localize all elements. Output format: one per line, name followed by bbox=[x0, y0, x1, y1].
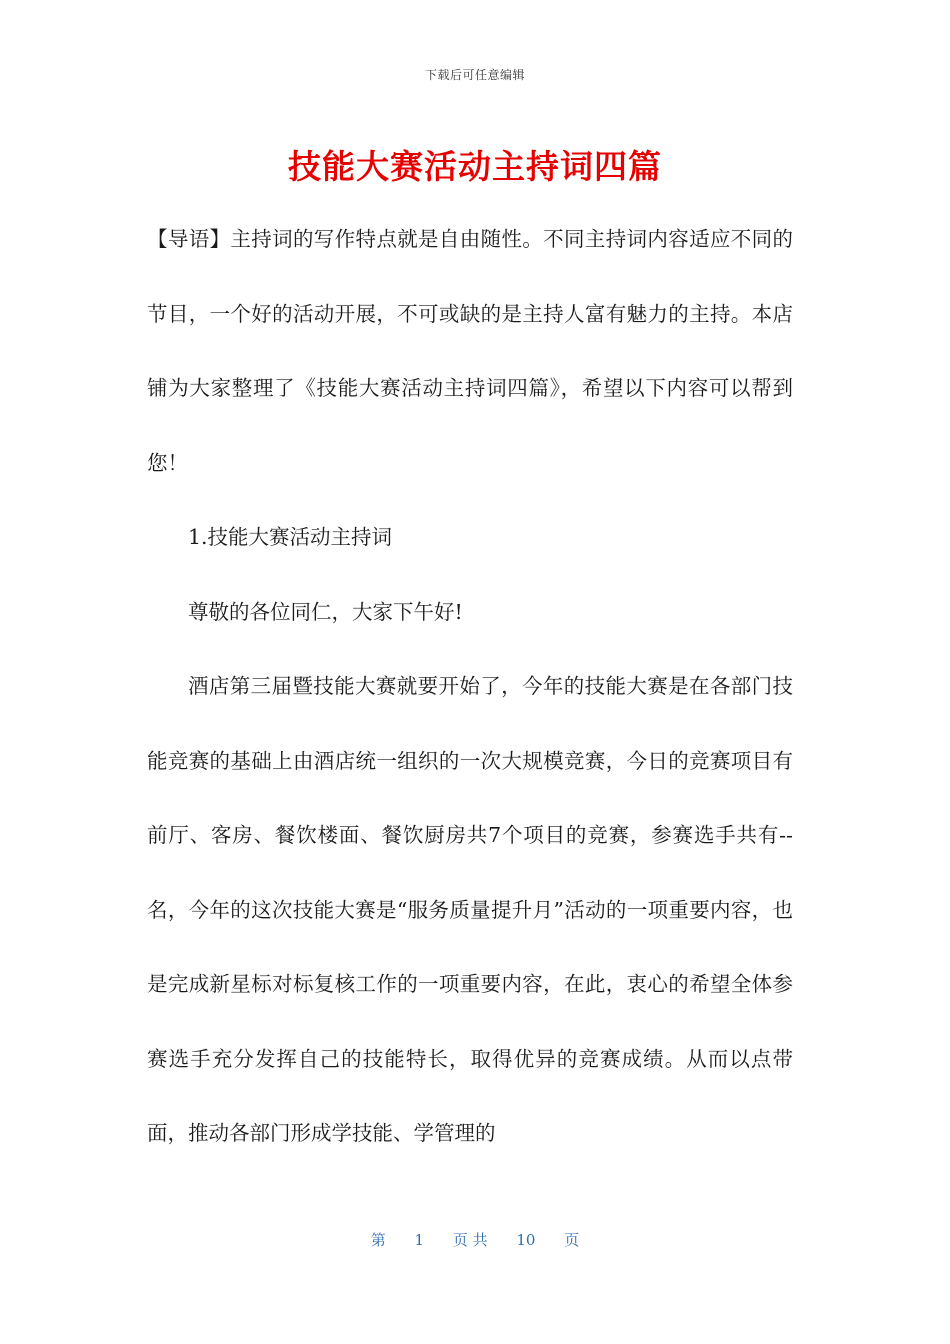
document-body bbox=[147, 202, 793, 1171]
greeting-paragraph: 尊敬的各位同仁，大家下午好! bbox=[188, 599, 463, 624]
page-footer bbox=[0, 1229, 950, 1250]
header-note: 下载后可任意编辑 bbox=[424, 68, 525, 82]
intro-paragraph: 【导语】主持词的写作特点就是自由随性。不同主持词内容适应不同的节目，一个好的活动开展，不可或缺的是主持人富有魅力的主持。本店铺为大家整理了《技能大赛活动主持词四篇》，希望以下内容可以帮到您！ bbox=[147, 227, 793, 475]
body-paragraph: 酒店第三届暨技能大赛就要开始了，今年的技能大赛是在各部门技能竞赛的基础上由酒店统一组织的一次大规模竞赛，今日的竞赛项目有前厅、客房、餐饮楼面、餐饮厨房共7个项目的竞赛，参赛选手共有--名，今年的这次技能大赛是“服务质量提升月”活动的一项重要内容，也是完成新星标对标复核工作的一项重要内容，在此，衷心的希望全体参赛选手充分发挥自己的技能特长，取得优异的竞赛成绩。从而以点带面，推动各部门形成学技能、学管理的 bbox=[147, 674, 793, 1145]
document-title: 技能大赛活动主持词四篇 bbox=[288, 147, 662, 186]
footer-total-pages: 10 bbox=[516, 1231, 536, 1249]
footer-middle: 页 共 bbox=[452, 1231, 488, 1249]
footer-prefix: 第 bbox=[370, 1231, 386, 1249]
footer-current-page: 1 bbox=[414, 1231, 425, 1249]
footer-suffix: 页 bbox=[564, 1231, 580, 1249]
section-heading: 1.技能大赛活动主持词 bbox=[188, 525, 393, 549]
